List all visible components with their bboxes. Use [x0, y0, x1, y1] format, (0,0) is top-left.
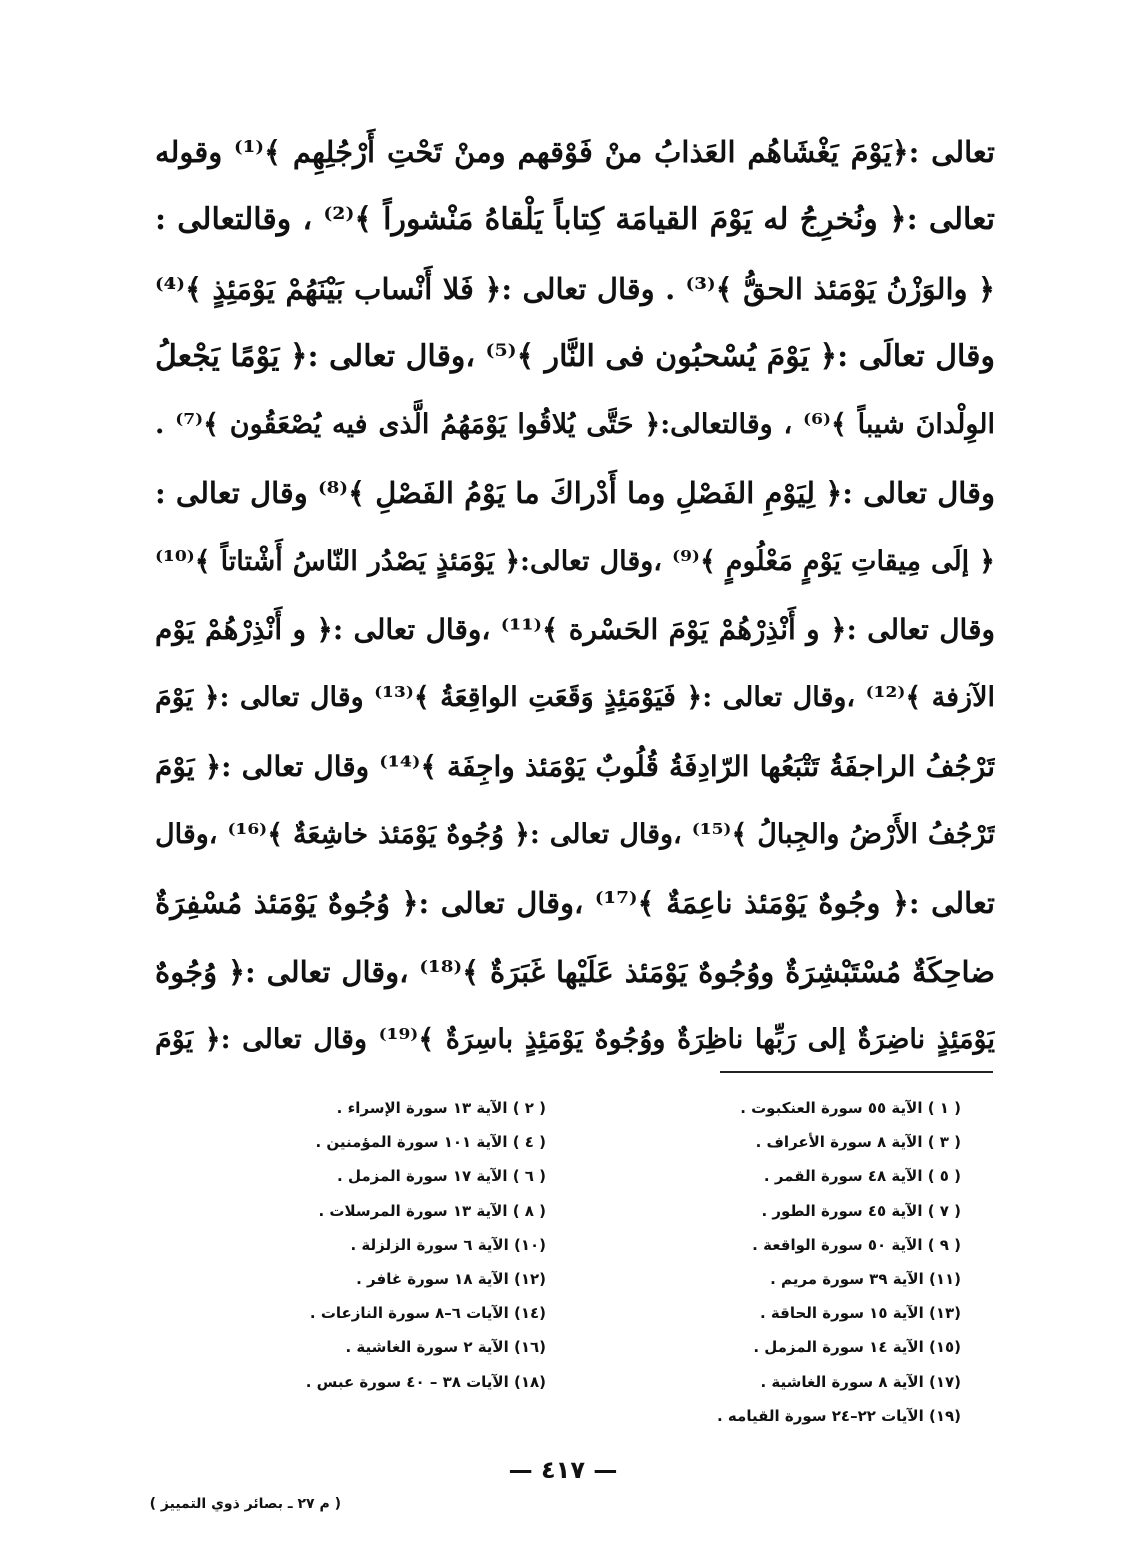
footnote-item: ( ٥ ) الآية ٤٨ سورة القمر .	[763, 1167, 961, 1186]
footnote-item: (١٥) الآية ١٤ سورة المزمل .	[753, 1338, 961, 1357]
footnote-item: (١٠) الآية ٦ سورة الزلزلة .	[350, 1235, 546, 1254]
main-text	[155, 118, 995, 1074]
footnote-item: (١٦) الآية ٢ سورة الغاشية .	[345, 1338, 546, 1357]
footnote-item: ( ٦ ) الآية ١٧ سورة المزمل .	[337, 1167, 546, 1186]
footnote-item: (١٩) الآيات ٢٢–٢٤ سورة القيامه .	[717, 1406, 961, 1425]
text-line: الآزفة ﴾⁽¹²⁾ ،وقال تعالى :﴿ فَيَوْمَئِذٍ وَقَعَتِ الواقِعَةُ ﴾⁽¹³⁾ وقال تعالى :﴿ يَوْمَ	[155, 682, 995, 714]
text-line: وقال تعالى :﴿ و أَنْذِرْهُمْ يَوْمَ الحَسْرة ﴾⁽¹¹⁾ ،وقال تعالى :﴿ و أَنْذِرْهُمْ يَوْم	[155, 613, 995, 647]
footnote-item: (١٣) الآية ١٥ سورة الحاقة .	[760, 1304, 961, 1323]
footnote-item: (١٨) الآيات ٣٨ – ٤٠ سورة عبس .	[305, 1372, 546, 1391]
text-line: تعالى :﴿ ونُخرِجُ له يَوْمَ القيامَة كِتاباً يَلْقاهُ مَنْشوراً ﴾⁽²⁾ ، وقالتعالى :	[155, 202, 995, 238]
footnote-separator	[720, 1071, 993, 1073]
text-line: الوِلْدانَ شيباً ﴾⁽⁶⁾ ، وقالتعالى:﴿ حَتَّى يُلاقُوا يَوْمَهُمُ الَّذى فيه يُصْعَقُون ﴾⁽⁷⁾ .	[155, 409, 995, 441]
footnote-item: ( ١ ) الآية ٥٥ سورة العنكبوت .	[740, 1099, 961, 1117]
footnote-item: (١٧) الآية ٨ سورة الغاشية .	[760, 1372, 961, 1391]
page-number: — ٤١٧ —	[508, 1456, 618, 1484]
text-line: تَرْجُفُ الأَرْضُ والجِبالُ ﴾⁽¹⁵⁾ ،وقال تعالى :﴿ وُجُوهٌ يَوْمَئذ خاشِعَةٌ ﴾⁽¹⁶⁾ ،وقال	[155, 818, 995, 850]
text-line: تَرْجُفُ الراجفَةُ تَتْبَعُها الرّادِفَةُ قُلُوبٌ يَوْمَئذ واجِفَة ﴾⁽¹⁴⁾ وقال تعالى :﴿ يَوْمَ	[155, 749, 995, 783]
text-line: وقال تعالى :﴿ لِيَوْمِ الفَصْلِ وما أَدْراكَ ما يَوْمُ الفَصْلِ ﴾⁽⁸⁾ وقال تعالى :	[155, 476, 995, 511]
footnote-item: ( ٢ ) الآية ١٣ سورة الإسراء .	[336, 1099, 546, 1117]
footnote-item: (١١) الآية ٣٩ سورة مريم .	[770, 1269, 961, 1288]
footnote-item: ( ٧ ) الآية ٤٥ سورة الطور .	[761, 1201, 961, 1220]
footnote-item: ( ٤ ) الآية ١٠١ سورة المؤمنين .	[315, 1133, 546, 1152]
footnote-item: (١٢) الآية ١٨ سورة غافر .	[356, 1269, 546, 1288]
footnote-item: ( ٣ ) الآية ٨ سورة الأعراف .	[755, 1133, 961, 1152]
text-line: ﴿ إلَى مِيقاتِ يَوْمٍ مَعْلُومٍ ﴾⁽⁹⁾ ،وقال تعالى:﴿ يَوْمَئذٍ يَصْدُر النّاسُ أَشْتاتاً ﴾⁽¹⁰⁾	[155, 545, 995, 577]
text-line: وقال تعالَى :﴿ يَوْمَ يُسْحبُون فى النَّار ﴾⁽⁵⁾ ،وقال تعالى :﴿ يَوْمًا يَجْعلُ	[155, 338, 995, 374]
footnote-item: ( ٨ ) الآية ١٣ سورة المرسلات .	[318, 1201, 546, 1220]
footnote-item: ( ٩ ) الآية ٥٠ سورة الواقعة .	[752, 1235, 961, 1254]
signature-mark: ( م ٢٧ ـ بصائر ذوي التمييز )	[149, 1496, 341, 1512]
text-line: تعالى :﴿ وجُوهٌ يَوْمَئذ ناعِمَةٌ ﴾⁽¹⁷⁾ ،وقال تعالى :﴿ وُجُوهٌ يَوْمَئذ مُسْفِرَةٌ	[155, 886, 995, 921]
text-line: ﴿ والوَزْنُ يَوْمَئذ الحقُّ ﴾⁽³⁾ . وقال تعالى :﴿ فَلا أَنْساب بَيْنَهُمْ يَوْمَئِذٍ ﴾⁽⁴⁾	[155, 271, 995, 306]
text-line: ضاحِكَةٌ مُسْتَبْشِرَةٌ ووُجُوهٌ يَوْمَئذ عَلَيْها غَبَرَةٌ ﴾⁽¹⁸⁾ ،وقال تعالى :﴿ وُجُوهٌ	[155, 954, 995, 989]
text-line: تعالى :﴿يَوْمَ يَغْشَاهُم العَذابُ منْ فَوْقهم ومنْ تَحْتِ أَرْجُلِهِم ﴾⁽¹⁾ وقوله	[155, 135, 995, 169]
footnote-item: (١٤) الآيات ٦–٨ سورة النازعات .	[309, 1304, 546, 1323]
footnotes-right-column	[681, 1091, 961, 1433]
text-line: يَوْمَئِذٍ ناضِرَةٌ إلى رَبِّها ناظِرَةٌ ووُجُوهٌ يَوْمَئِذٍ باسِرَةٌ ﴾⁽¹⁹⁾ وقال تعالى :﴿ يَوْمَ	[155, 1023, 995, 1055]
footnotes-left-column	[266, 1091, 546, 1399]
